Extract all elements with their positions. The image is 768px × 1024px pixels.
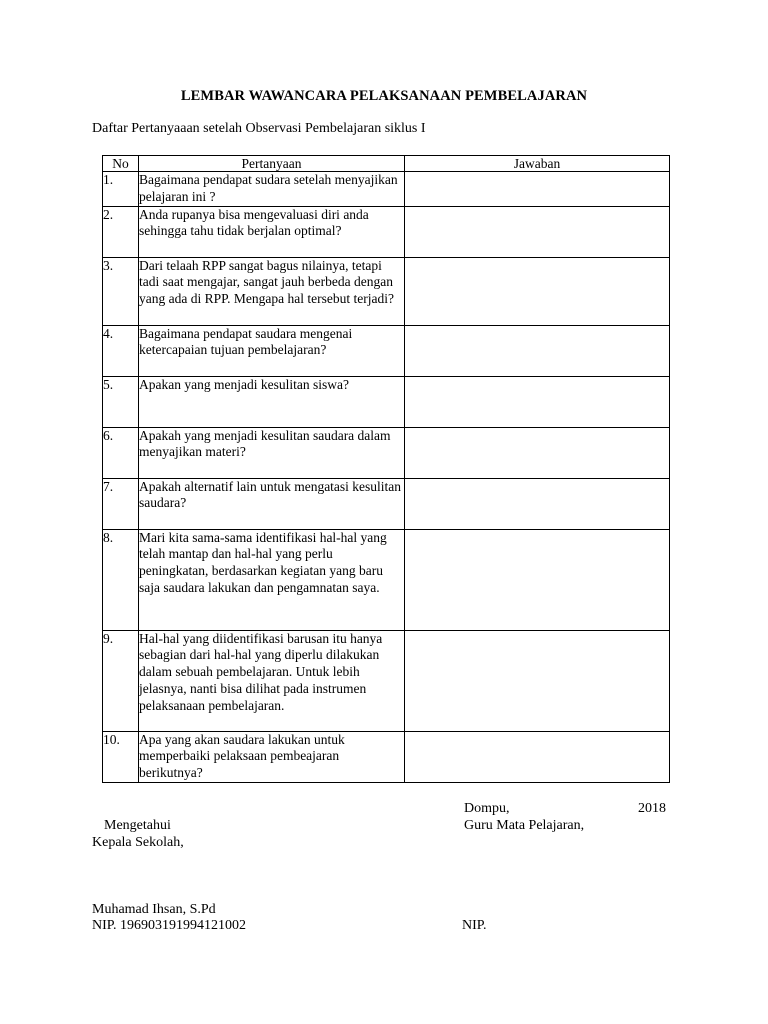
row-question: Bagaimana pendapat saudara mengenai ketercapaian tujuan pembelajaran? [139,325,405,376]
signature-place: Dompu, [464,801,510,816]
header-no: No [103,156,139,172]
row-number: 3. [103,257,139,325]
row-number: 2. [103,206,139,257]
header-answer: Jawaban [405,156,670,172]
signature-year: 2018 [638,801,666,816]
row-question: Dari telaah RPP sangat bagus nilainya, tetapi tadi saat mengajar, sangat jauh berbeda dengan yang ada di RPP. Mengapa hal tersebut terjadi? [139,257,405,325]
row-answer [405,325,670,376]
header-question: Pertanyaan [139,156,405,172]
row-answer [405,478,670,529]
document-subtitle: Daftar Pertanyaaan setelah Observasi Pembelajaran siklus I [92,121,426,136]
table-row [103,206,670,257]
table-row [103,427,670,478]
row-question: Apakah alternatif lain untuk mengatasi kesulitan saudara? [139,478,405,529]
table-row [103,257,670,325]
document-title: LEMBAR WAWANCARA PELAKSANAAN PEMBELAJARAN [180,88,588,104]
row-answer [405,376,670,427]
row-number: 1. [103,172,139,207]
principal-nip: NIP. 196903191994121002 [92,918,247,933]
row-answer [405,206,670,257]
interview-table [102,155,670,783]
row-question: Hal-hal yang diidentifikasi barusan itu hanya sebagian dari hal-hal yang diperlu dilakukan dalam sebuah pembelajaran. Untuk lebih jelasnya, nanti bisa dilihat pada instrumen pelaksanaan pembelajaran. [139,630,405,731]
table-row [103,731,670,782]
principal-name: Muhamad Ihsan, S.Pd [92,902,216,917]
row-number: 4. [103,325,139,376]
table-row [103,325,670,376]
row-answer [405,529,670,630]
teacher-nip: NIP. [462,918,487,933]
row-number: 9. [103,630,139,731]
row-answer [405,630,670,731]
row-number: 10. [103,731,139,782]
row-question: Anda rupanya bisa mengevaluasi diri anda sehingga tahu tidak berjalan optimal? [139,206,405,257]
row-number: 8. [103,529,139,630]
table-row [103,478,670,529]
table-header-row [103,156,670,172]
row-answer [405,427,670,478]
row-question: Mari kita sama-sama identifikasi hal-hal yang telah mantap dan hal-hal yang perlu peningkatan, berdasarkan kegiatan yang baru saja saudara lakukan dan pengamnatan saya. [139,529,405,630]
row-question: Apakah yang menjadi kesulitan saudara dalam menyajikan materi? [139,427,405,478]
row-answer [405,731,670,782]
acknowledged-label: Mengetahui [104,818,171,833]
table-row [103,529,670,630]
row-answer [405,172,670,207]
table-row [103,172,670,207]
principal-role: Kepala Sekolah, [92,835,184,850]
row-question: Apakan yang menjadi kesulitan siswa? [139,376,405,427]
table-row [103,630,670,731]
row-number: 5. [103,376,139,427]
row-number: 7. [103,478,139,529]
row-question: Bagaimana pendapat sudara setelah menyajikan pelajaran ini ? [139,172,405,207]
table-row [103,376,670,427]
row-number: 6. [103,427,139,478]
row-answer [405,257,670,325]
teacher-role: Guru Mata Pelajaran, [464,818,585,833]
row-question: Apa yang akan saudara lakukan untuk memperbaiki pelaksaan pembeajaran berikutnya? [139,731,405,782]
